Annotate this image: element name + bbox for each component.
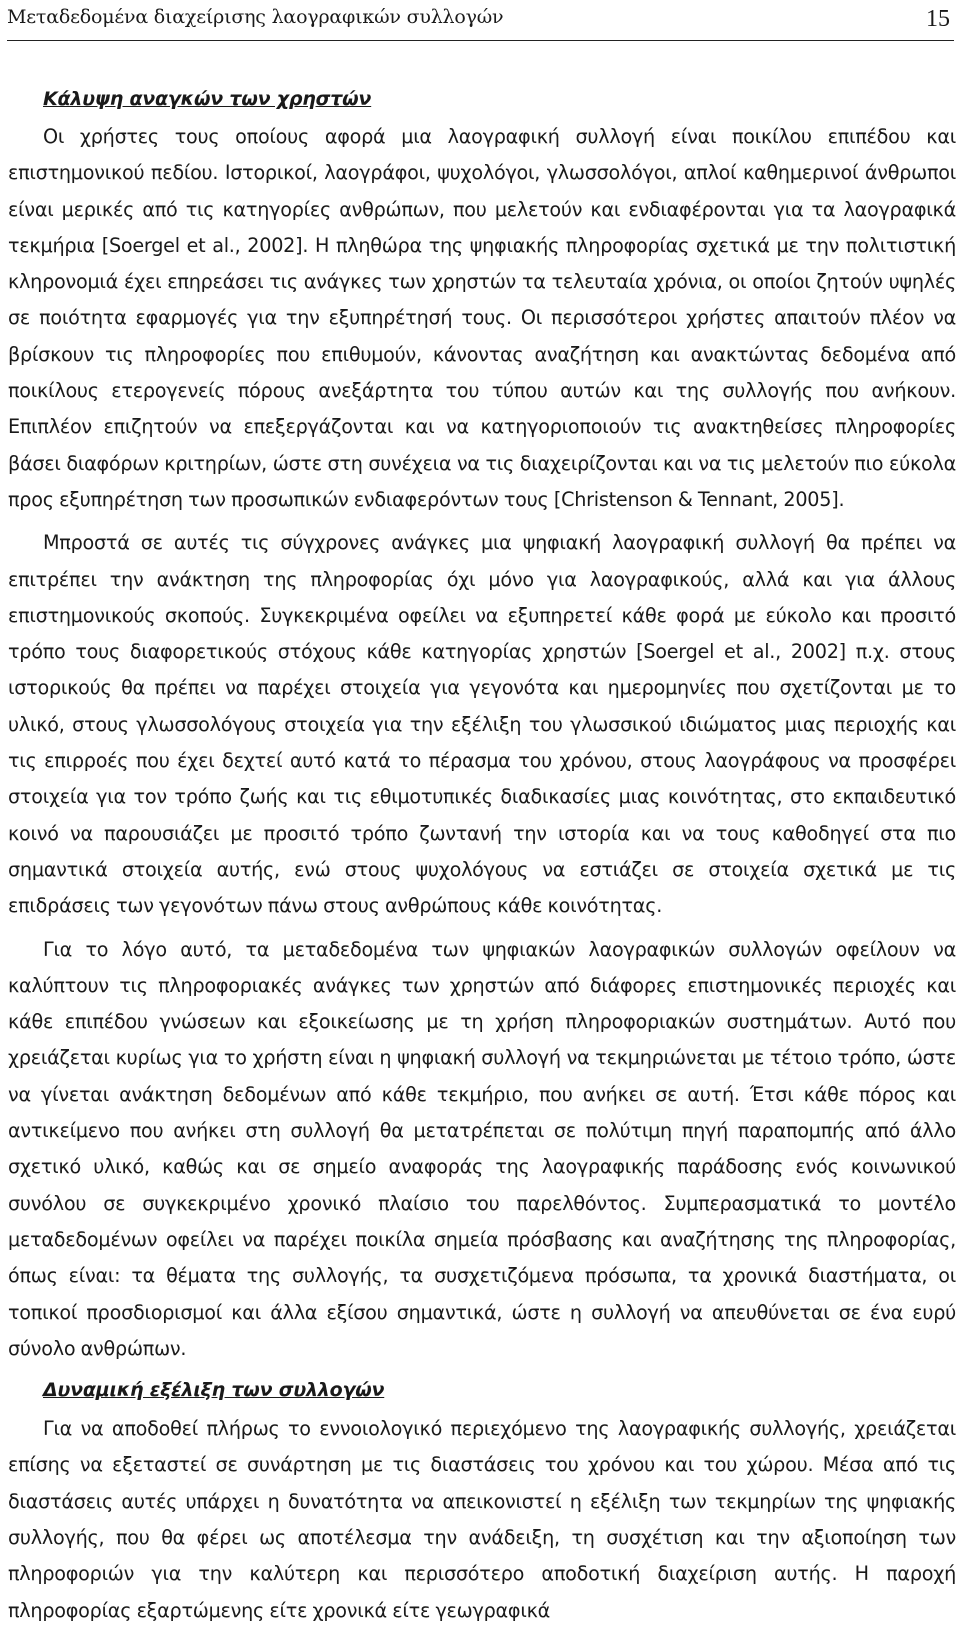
section-heading-dynamic-evolution: Δυναμική εξέλιξη των συλλογών bbox=[43, 1379, 385, 1402]
section-heading-user-needs: Κάλυψη αναγκών των χρηστών bbox=[43, 88, 372, 110]
paragraph: Μπροστά σε αυτές τις σύγχρονες ανάγκες μια ψηφιακή λαογραφική συλλογή θα πρέπει να επιτρέπει την ανάκτηση της πληροφορίας όχι μόνο για λαογραφικούς, αλλά και για άλλους επιστημονικούς σκοπούς. Συγκεκριμένα οφείλει να εξυπηρετεί κάθε φορά με εύκολο και προσιτό τρόπο τους διαφορετικούς στόχους κάθε κατηγορίας χρηστών [Soergel et al., 2002] π.χ. στους ιστορικούς θα πρέπει να παρέχει στοιχεία για γεγονότα και ημερομηνίες που σχετίζονται με το υλικό, στους γλωσσολόγους στοιχεία για την εξέλιξη του γλωσσικού ιδιώματος μιας περιοχής και τις επιρροές που έχει δεχτεί αυτό κατά το πέρασμα του χρόνου, στους λαογράφους να προσφέρει στοιχεία για τον τρόπο ζωής και τις εθιμοτυπικές διαδικασίες μιας κοινότητας, στο εκπαιδευτικό κοινό να παρουσιάζει με προσιτό τρόπο ζωντανή την ιστορία και να τους καθοδηγεί στα πιο σημαντικά στοιχεία αυτής, ενώ στους ψυχολόγους να εστιάζει σε στοιχεία σχετικά με τις επιδράσεις των γεγονότων πάνω στους ανθρώπους κάθε κοινότητας. bbox=[8, 531, 956, 918]
running-title: Μεταδεδομένα διαχείρισης λαογραφικών συλλογών bbox=[7, 6, 504, 28]
page-body bbox=[8, 86, 956, 1629]
page-header bbox=[7, 4, 954, 41]
paragraph: Οι χρήστες τους οποίους αφορά μια λαογραφική συλλογή είναι ποικίλου επιπέδου και επιστημονικού πεδίου. Ιστορικοί, λαογράφοι, ψυχολόγοι, γλωσσολόγοι, απλοί καθημερινοί άνθρωποι είναι μερικές από τις κατηγορίες ανθρώπων, που μελετούν και ενδιαφέρονται για τα λαογραφικά τεκμήρια [Soergel et al., 2002]. Η πληθώρα της ψηφιακής πληροφορίας σχετικά με την πολιτιστική κληρονομιά έχει επηρεάσει τις ανάγκες των χρηστών τα τελευταία χρόνια, οι οποίοι ζητούν υψηλές σε ποιότητα εφαρμογές για την εξυπηρέτησή τους. Οι περισσότεροι χρήστες απαιτούν πλέον να βρίσκουν τις πληροφορίες που επιθυμούν, κάνοντας αναζήτηση και ανακτώντας δεδομένα από ποικίλους ετερογενείς πόρους ανεξάρτητα του τύπου αυτών και της συλλογής που ανήκουν. Επιπλέον επιζητούν να επεξεργάζονται και να κατηγοριοποιούν τις ανακτηθείσες πληροφορίες βάσει διαφόρων κριτηρίων, ώστε στη συνέχεια να τις διαχειρίζονται και να τις μελετούν πιο εύκολα προς εξυπηρέτηση των προσωπικών ενδιαφερόντων τους [Christenson & Tennant, 2005]. bbox=[8, 125, 956, 511]
paragraph: Για να αποδοθεί πλήρως το εννοιολογικό περιεχόμενο της λαογραφικής συλλογής, χρειάζεται επίσης να εξεταστεί σε συνάρτηση με τις διαστάσεις του χρόνου και του χώρου. Μέσα από τις διαστάσεις αυτές υπάρχει η δυνατότητα να απεικονιστεί η εξέλιξη των τεκμηρίων της ψηφιακής συλλογής, που θα φέρει ως αποτέλεσμα την ανάδειξη, τη συσχέτιση και την αξιοποίηση των πληροφοριών για την καλύτερη και περισσότερο αποδοτική διαχείριση αυτής. Η παροχή πληροφορίας εξαρτώμενης είτε χρονικά είτε γεωγραφικά bbox=[8, 1417, 956, 1622]
paragraph: Για το λόγο αυτό, τα μεταδεδομένα των ψηφιακών λαογραφικών συλλογών οφείλουν να καλύπτουν τις πληροφοριακές ανάγκες των χρηστών από διάφορες επιστημονικές περιοχές και κάθε επιπέδου γνώσεων και εξοικείωσης με τη χρήση πληροφοριακών συστημάτων. Αυτό που χρειάζεται κυρίως για το χρήστη είναι η ψηφιακή συλλογή να τεκμηριώνεται με τέτοιο τρόπο, ώστε να γίνεται ανάκτηση δεδομένων από κάθε τεκμήριο, που ανήκει σε αυτή. Έτσι κάθε πόρος και αντικείμενο που ανήκει στη συλλογή θα μετατρέπεται σε πολύτιμη πηγή παραπομπής από άλλο σχετικό υλικό, καθώς και σε σημείο αναφοράς της λαογραφικής παράδοσης ενός κοινωνικού συνόλου σε συγκεκριμένο χρονικό πλαίσιο του παρελθόντος. Συμπερασματικά το μοντέλο μεταδεδομένων οφείλει να παρέχει ποικίλα σημεία πρόσβασης και αναζήτησης της πληροφορίας, όπως είναι: τα θέματα της συλλογής, τα συσχετιζόμενα πρόσωπα, τα χρονικά διαστήματα, οι τοπικοί προσδιορισμοί και άλλα εξίσου σημαντικά, ώστε η συλλογή να απευθύνεται σε ένα ευρύ σύνολο ανθρώπων. bbox=[8, 937, 956, 1360]
page-number: 15 bbox=[926, 6, 950, 32]
